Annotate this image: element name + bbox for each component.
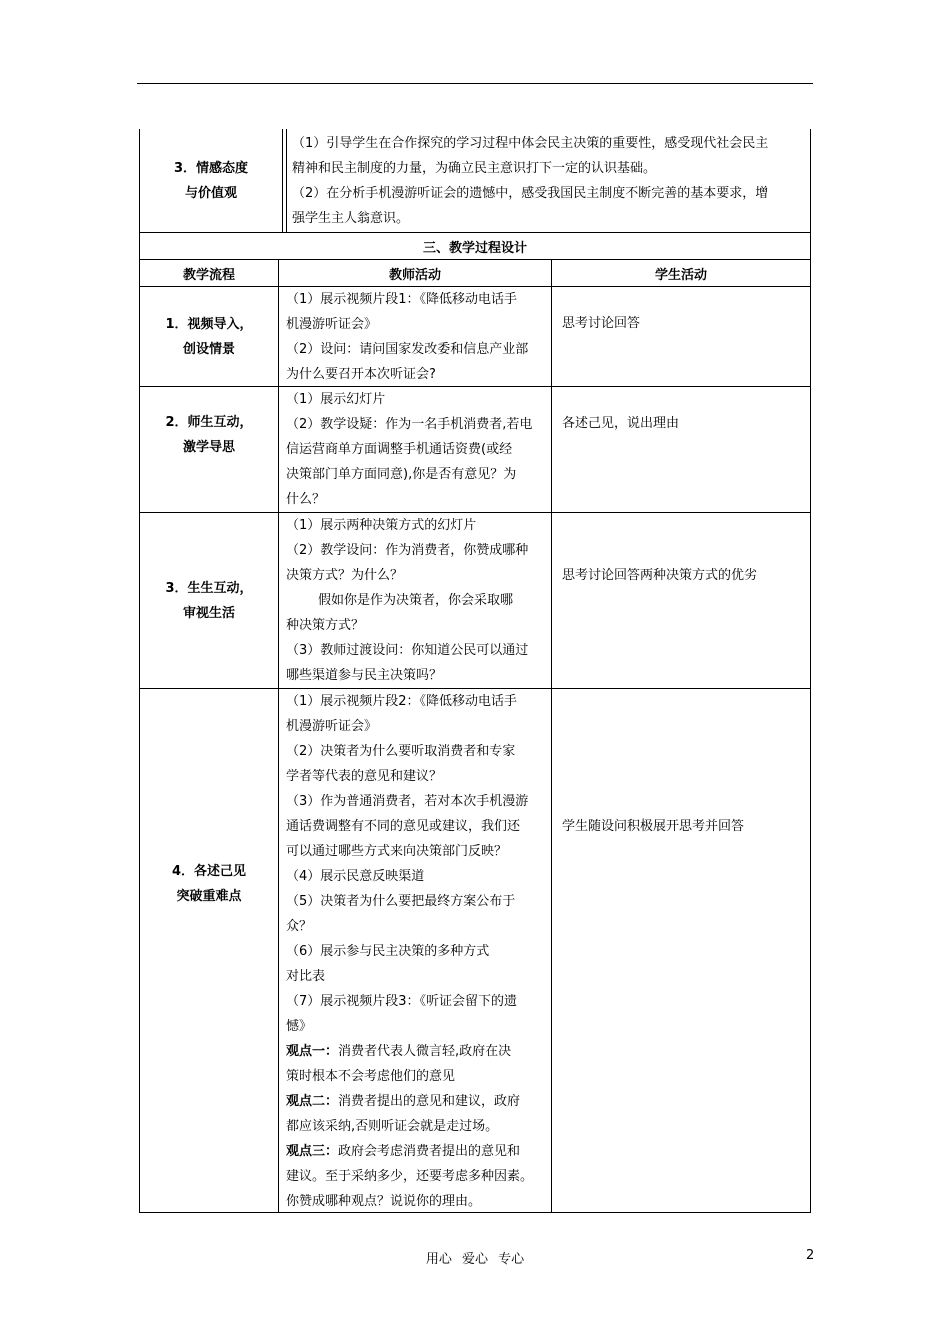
section-title: 三、教学过程设计 [422, 240, 527, 256]
teacher-line: （2）设问：请问国家发改委和信息产业部 [286, 342, 529, 357]
teacher-activity-3 [286, 513, 550, 688]
objective-line: 强学生主人翁意识。 [292, 211, 410, 226]
flow-step-3 [140, 513, 278, 688]
viewpoint-3-label: 观点三： [286, 1144, 339, 1159]
closing-question: 你赞成哪种观点？说说你的理由。 [286, 1194, 482, 1209]
teacher-line: 为什么要召开本次听证会? [286, 367, 436, 382]
teacher-line: （1）展示两种决策方式的幻灯片 [286, 518, 477, 533]
viewpoint-1-text: 消费者代表人微言轻,政府在决 [338, 1044, 512, 1059]
page-number: 2 [806, 1248, 815, 1263]
teacher-activity-1 [286, 287, 550, 387]
flow-step-2 [140, 387, 278, 483]
teacher-line: 学者等代表的意见和建议？ [286, 769, 443, 784]
teacher-line: 对比表 [286, 969, 326, 984]
header-rule [137, 83, 813, 84]
viewpoint-2-text: 都应该采纳,否则听证会就是走过场。 [286, 1119, 499, 1134]
student-activity-2: 各述己见，说出理由 [562, 415, 680, 431]
flow-step-3-line-1: 3．生生互动， [165, 580, 253, 596]
flow-step-2-line-2: 激学导思 [182, 440, 235, 455]
flow-step-4-line-2: 突破重难点 [176, 889, 242, 904]
objective-label-line-1: 3．情感态度 [173, 160, 249, 176]
flow-step-4 [140, 689, 278, 1079]
teacher-line: 什么？ [286, 492, 326, 507]
student-activity-1: 思考讨论回答 [562, 315, 641, 331]
teacher-activity-4 [286, 689, 550, 1214]
teacher-line: （7）展示视频片段3：《听证会留下的遗 [286, 994, 518, 1009]
objective-line: （1）引导学生在合作探究的学习过程中体会民主决策的重要性，感受现代社会民主 [292, 136, 769, 151]
footer-motto: 用心 爱心 专心 [425, 1252, 525, 1267]
teacher-line: 可以通过哪些方式来向决策部门反映？ [286, 844, 508, 859]
teacher-line: 机漫游听证会》 [286, 719, 378, 734]
teacher-line: 机漫游听证会》 [286, 317, 378, 332]
viewpoint-1 [286, 1039, 550, 1064]
teacher-line: （6）展示参与民主决策的多种方式 [286, 944, 490, 959]
teacher-line: 决策部门单方面同意),你是否有意见？为 [286, 467, 517, 482]
viewpoint-3-text: 建议。至于采纳多少，还要考虑多种因素。 [286, 1169, 534, 1184]
flow-step-2-line-1: 2．师生互动， [165, 415, 253, 430]
teacher-line: （4）展示民意反映渠道 [286, 869, 425, 884]
viewpoint-2-text: 消费者提出的意见和建议，政府 [338, 1094, 521, 1109]
viewpoint-2 [286, 1089, 550, 1114]
objective-content [292, 131, 807, 231]
student-activity-3: 思考讨论回答两种决策方式的优劣 [562, 567, 758, 583]
teacher-line: （3）作为普通消费者，若对本次手机漫游 [286, 794, 529, 809]
teacher-activity-2 [286, 387, 550, 512]
flow-step-1 [140, 287, 278, 386]
objective-line: 精神和民主制度的力量，为确立民主意识打下一定的认识基础。 [292, 161, 657, 176]
teacher-line: 假如你是作为决策者，你会采取哪 [318, 593, 514, 608]
teacher-line: （1）展示视频片段1：《降低移动电话手 [286, 292, 518, 307]
teacher-line: 众？ [286, 919, 313, 934]
header-flow: 教学流程 [182, 267, 235, 283]
viewpoint-3-text: 政府会考虑消费者提出的意见和 [338, 1144, 521, 1159]
teacher-line: （2）决策者为什么要听取消费者和专家 [286, 744, 516, 759]
teacher-line: （2）教学设疑：作为一名手机消费者,若电 [286, 417, 533, 432]
viewpoint-1-label: 观点一： [286, 1044, 339, 1059]
teacher-line: 通话费调整有不同的意见或建议，我们还 [286, 819, 521, 834]
teacher-line: （5）决策者为什么要把最终方案公布于 [286, 894, 516, 909]
flow-step-3-line-2: 审视生活 [182, 605, 235, 621]
viewpoint-2-label: 观点二： [286, 1094, 339, 1109]
teacher-line: 信运营商单方面调整手机通话资费(或经 [286, 442, 513, 457]
teacher-line: 种决策方式？ [286, 618, 365, 633]
objectives-table [139, 129, 811, 233]
process-table [139, 232, 811, 1213]
teacher-line: 憾》 [286, 1019, 313, 1034]
flow-step-1-line-1: 1．视频导入， [165, 316, 253, 332]
viewpoint-1-text: 策时根本不会考虑他们的意见 [286, 1069, 456, 1084]
objective-label [140, 129, 282, 232]
teacher-line: （1）展示视频片段2：《降低移动电话手 [286, 694, 518, 709]
header-student: 学生活动 [654, 267, 707, 283]
teacher-line: 哪些渠道参与民主决策吗？ [286, 668, 443, 683]
flow-step-1-line-2: 创设情景 [182, 341, 235, 357]
teacher-line: （1）展示幻灯片 [286, 392, 386, 407]
header-teacher: 教师活动 [388, 267, 441, 283]
viewpoint-3 [286, 1139, 550, 1164]
flow-step-4-line-1: 4．各述己见 [171, 864, 247, 879]
teacher-line: 决策方式？为什么？ [286, 568, 404, 583]
objective-line: （2）在分析手机漫游听证会的遗憾中，感受我国民主制度不断完善的基本要求，增 [292, 186, 769, 201]
teacher-line: （3）教师过渡设问：你知道公民可以通过 [286, 643, 529, 658]
objective-label-line-2: 与价值观 [184, 185, 237, 201]
student-activity-4: 学生随设问积极展开思考并回答 [562, 818, 745, 834]
teacher-line: （2）教学设问：作为消费者，你赞成哪种 [286, 543, 529, 558]
